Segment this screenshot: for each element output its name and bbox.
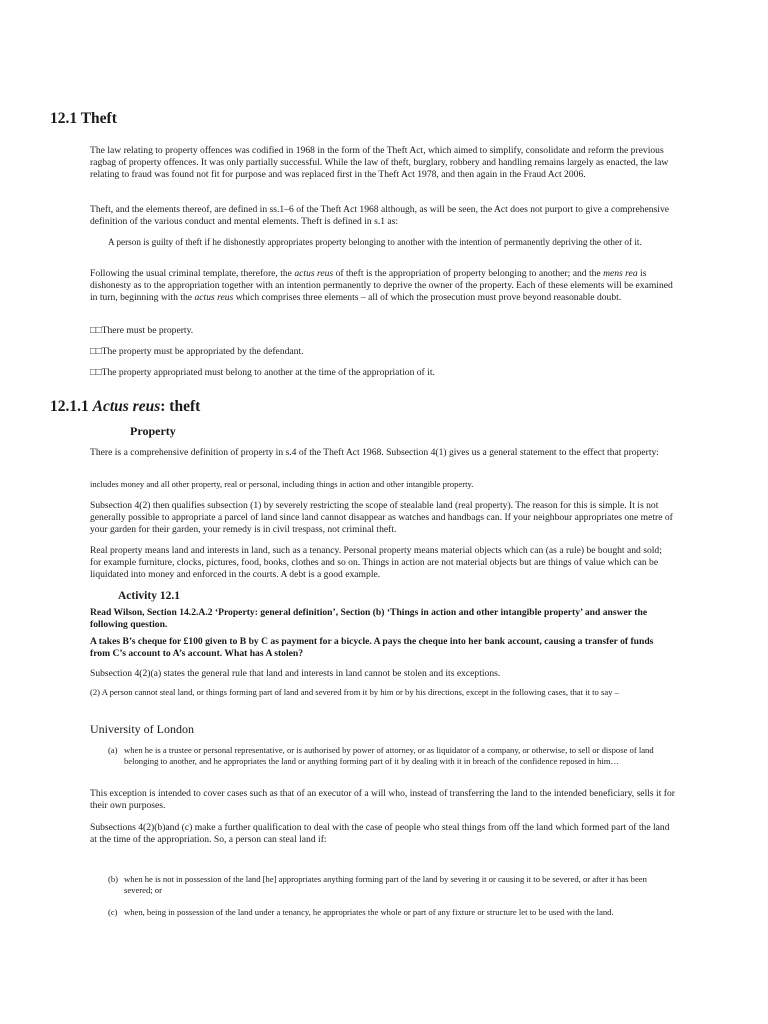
bullet-item: □□There must be property. [90,325,194,336]
quote-theft-definition: A person is guilty of theft if he dishonestly appropriates property belonging to another with the intention of permanently depriving the other of it. [108,237,642,247]
heading-theft: 12.1 Theft [50,110,117,127]
bullet-marker-icon: □□ [90,346,102,357]
paragraph-definition: Theft, and the elements thereof, are defined in ss.1–6 of the Theft Act 1968 although, as will be seen, the Act does not purport to give a comprehensive definition of the various conduct and mental elements. Theft is defined in s.1 as: [90,204,670,227]
quote-property: includes money and all other property, real or personal, including things in action and other intangible property. [90,479,474,489]
activity-question: A takes B’s cheque for £100 given to B by C as payment for a bicycle. A pays the cheque into her bank account, causing a transfer of funds from C’s account to A’s account. What has A stolen? [90,636,654,659]
paragraph-subsection-4-2a: Subsection 4(2)(a) states the general rule that land and interests in land cannot be stolen and its exceptions. [90,668,501,679]
paragraph-stealable-land: Subsection 4(2) then qualifies subsection (1) by severely restricting the scope of stealable land (real property). The reason for this is simple. It is not generally possible to appropriate a parcel of land since land cannot disappear as watches and handbags can. If your neighbour appropriates one metre of your garden for their garden, your remedy is in civil trespass, not criminal theft. [90,500,673,535]
paragraph-template: Following the usual criminal template, therefore, the actus reus of theft is the appropriation of property belonging to another; and the mens rea is dishonesty as to the appropriation together with an intention permanently to deprive the owner of the property. Each of these elements will be examined in turn, beginning with the actus reus which comprises three elements – all of which the prosecution must prove beyond reasonable doubt. [90,268,673,303]
paragraph-property-definition: There is a comprehensive definition of property in s.4 of the Theft Act 1968. Subsection 4(1) gives us a general statement to the effect that property: [90,447,659,458]
bullet-item: □□The property appropriated must belong to another at the time of the appropriation of it. [90,367,435,378]
bullet-marker-icon: □□ [90,367,102,378]
paragraph-subsections-4-2bc: Subsections 4(2)(b)and (c) make a further qualification to deal with the case of people who steal things from off the land which formed part of the land at the time of the appropriation. So, a person can steal land if: [90,822,670,845]
paragraph-executor: This exception is intended to cover cases such as that of an executor of a will who, instead of transferring the land to the intended beneficiary, sells it for their own purposes. [90,788,675,811]
statute-quote-4-2: (2) A person cannot steal land, or things forming part of land and severed from it by him or by his directions, except in the following cases, that it to say – [90,687,619,697]
heading-actus-reus: 12.1.1 Actus reus: theft [50,398,201,415]
list-item-b: (b) when he is not in possession of the land [he] appropriates anything forming part of the land by severing it or causing it to be severed, or after it has been severed; or [108,874,647,895]
heading-property: Property [130,424,176,438]
bullet-marker-icon: □□ [90,325,102,336]
paragraph-intro: The law relating to property offences was codified in 1968 in the form of the Theft Act, which aimed to simplify, consolidate and reform the previous ragbag of property offences. It was only partially successful. While the law of theft, burglary, robbery and handling remains largely as enacted, the law relating to fraud was found not fit for purpose and was replaced first in the Theft Act 1978, and then again in the Fraud Act 2006. [90,145,669,180]
footer-university-label: University of London [90,722,194,736]
bullet-item: □□The property must be appropriated by the defendant. [90,346,304,357]
paragraph-real-property: Real property means land and interests in land, such as a tenancy. Personal property means material objects which can (as a rule) be bought and sold; for example furniture, clocks, pictures, food, books, clothes and so on. Things in action are not material objects but are things of value which can be liquidated into money and enforced in the courts. A debt is a good example. [90,545,662,580]
list-item-a: (a) when he is a trustee or personal representative, or is authorised by power of attorney, or as liquidator of a company, or otherwise, to sell or dispose of land belonging to another, and he appropriates the land or anything forming part of it by dealing with it in breach of the confidence reposed in him… [108,745,654,766]
activity-instruction: Read Wilson, Section 14.2.A.2 ‘Property: general definition’, Section (b) ‘Things in action and other intangible property’ and answer the following question. [90,607,648,630]
list-item-c: (c) when, being in possession of the land under a tenancy, he appropriates the whole or part of any fixture or structure let to be used with the land. [108,907,614,917]
activity-title: Activity 12.1 [118,590,180,602]
